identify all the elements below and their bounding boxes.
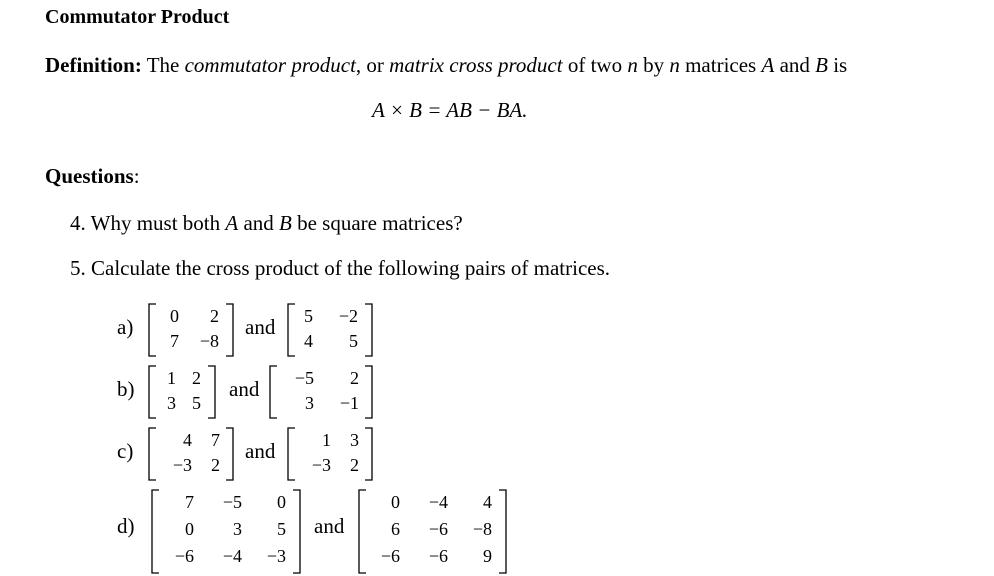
def-var-b: B (815, 53, 828, 77)
matrix-right (286, 303, 374, 357)
matrix-cell: 7 (170, 331, 179, 351)
matrix-cell: −6 (428, 546, 448, 566)
matrix-cell: 2 (350, 368, 359, 388)
matrix-cell: −3 (266, 546, 286, 566)
pair-label: a) (117, 315, 134, 339)
def-text-2: , or (355, 53, 390, 77)
matrix-cell: −8 (472, 519, 492, 539)
matrix-cell: 7 (185, 492, 194, 512)
right-bracket (226, 304, 233, 356)
matrix-cell: −8 (199, 331, 219, 351)
right-bracket (293, 490, 300, 573)
matrix-cell: −5 (222, 492, 242, 512)
matrix-cell: 0 (170, 306, 179, 326)
definition (45, 53, 847, 78)
q4-var-a: A (225, 211, 239, 235)
matrix-cell: 3 (305, 393, 314, 413)
matrix-cell: −3 (311, 455, 331, 475)
q5-text: Calculate the cross product of the following pairs of matrices. (85, 256, 611, 280)
page-title: Commutator Product (45, 6, 230, 28)
pair-connector: and (314, 514, 345, 538)
matrix-cell: 6 (391, 519, 400, 539)
matrix-cell: 0 (391, 492, 400, 512)
def-var-n2: n (669, 53, 680, 77)
matrix-cell: −4 (428, 492, 448, 512)
matrix-cell: 5 (277, 519, 286, 539)
matrix-cell: 3 (167, 393, 176, 413)
matrix-right (286, 427, 374, 481)
matrix-cell: 2 (350, 455, 359, 475)
pair-connector: and (245, 315, 276, 339)
q4-text-1: Why must both (85, 211, 226, 235)
matrix-cell: 2 (192, 368, 201, 388)
def-term-commutator: commutator product (184, 53, 356, 77)
matrix-cell: −3 (172, 455, 192, 475)
right-bracket (208, 366, 215, 418)
q4-text-3: be square matrices? (291, 211, 463, 235)
matrix-cell: −6 (428, 519, 448, 539)
matrix-cell: 2 (211, 455, 220, 475)
def-text-6: and (774, 53, 816, 77)
matrix-right (357, 489, 508, 574)
pair-label: b) (117, 377, 135, 401)
matrix-cell: −2 (338, 306, 358, 326)
q4-var-b: B (279, 211, 292, 235)
definition-formula: A × B = AB − BA. (372, 98, 528, 122)
matrix-cell: −6 (380, 546, 400, 566)
def-term-cross: matrix cross product (389, 53, 563, 77)
def-text-1: The (141, 53, 185, 77)
right-bracket (365, 428, 372, 480)
matrix-cell: 5 (192, 393, 201, 413)
question-4 (70, 211, 463, 236)
matrix-cell: 4 (183, 430, 192, 450)
matrix-cell: −4 (222, 546, 242, 566)
pair-label: d) (117, 514, 135, 538)
matrix-cell: 1 (167, 368, 176, 388)
matrix-cell: 3 (233, 519, 242, 539)
right-bracket (365, 366, 372, 418)
matrix-cell: 5 (349, 331, 358, 351)
definition-label: Definition: (45, 53, 142, 77)
questions-colon: : (133, 164, 140, 188)
matrix-left (150, 489, 302, 574)
questions-heading (45, 164, 140, 189)
matrix-cell: −5 (294, 368, 314, 388)
q4-number: 4. (70, 211, 86, 235)
matrix-cell: 4 (304, 331, 313, 351)
matrix-cell: 9 (483, 546, 492, 566)
matrix-cell: 4 (483, 492, 492, 512)
q4-text-2: and (238, 211, 280, 235)
matrix-cell: 5 (304, 306, 313, 326)
def-text-5: matrices (679, 53, 762, 77)
matrix-cell: 1 (322, 430, 331, 450)
matrix-cell: 2 (210, 306, 219, 326)
pair-label: c) (117, 439, 134, 463)
matrix-cell: 0 (277, 492, 286, 512)
matrix-right (268, 365, 374, 419)
matrix-cell: −6 (174, 546, 194, 566)
matrix-left (147, 303, 235, 357)
def-text-7: is (827, 53, 848, 77)
matrix-cell: 3 (350, 430, 359, 450)
pair-connector: and (245, 439, 276, 463)
q5-number: 5. (70, 256, 86, 280)
right-bracket (226, 428, 233, 480)
pair-connector: and (229, 377, 260, 401)
right-bracket (365, 304, 372, 356)
matrix-left (147, 365, 217, 419)
matrix-cell: −1 (339, 393, 359, 413)
matrix-cell: 0 (185, 519, 194, 539)
def-var-a: A (761, 53, 775, 77)
def-text-4: by (637, 53, 670, 77)
def-text-3: of two (562, 53, 628, 77)
questions-label: Questions (45, 164, 134, 188)
right-bracket (499, 490, 506, 573)
matrix-cell: 7 (211, 430, 220, 450)
question-5 (70, 256, 610, 281)
matrix-left (147, 427, 235, 481)
def-var-n1: n (627, 53, 638, 77)
